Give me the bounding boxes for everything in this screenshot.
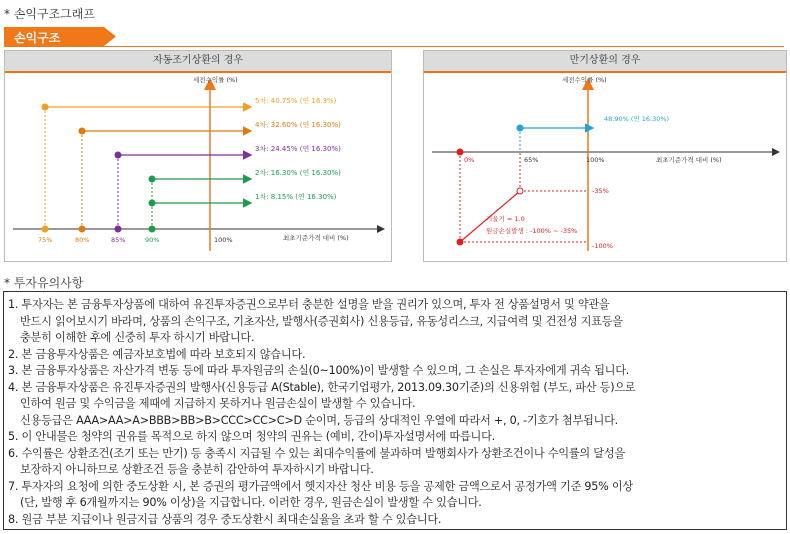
maturity-panel (423, 50, 787, 262)
badge-label: 손익구조 (14, 31, 61, 45)
note-line: 3. 본 금융투자상품은 자산가격 변동 등에 따라 투자원금의 손실(0~100%)이 발생할 수 있으며, 그 손실은 투자자에게 귀속 됩니다. (8, 364, 630, 377)
note-line: 4. 본 금융투자상품은 유진투자증권의 발행사(신용등급 A(Stable), 한국기업평가, 2013.09.30기준)의 신용위험 (부도, 파산 등)으로 (8, 380, 636, 394)
tick-75: 75% (38, 236, 53, 244)
tick-80: 80% (75, 236, 90, 244)
note-line: 8. 원금 부분 지급이나 원금지급 상품의 경우 중도상환시 최대손실율을 초과 할 수 있습니다. (8, 512, 442, 526)
tick-90: 90% (145, 236, 160, 244)
early-redemption-panel (4, 50, 392, 262)
return-4: 4차: 32.60% (연 16.30%) (255, 121, 341, 129)
note-line: 충분히 이해한 후에 신중히 투자 하시기 바랍니다. (20, 331, 255, 344)
early-redemption-header: 자동조기상환의 경우 (5, 51, 391, 73)
y-axis-label: 세전수익률 (%) (193, 76, 238, 84)
return-1: 1차: 8.15% (연 16.30%) (255, 193, 337, 201)
x-axis-label-r: 최초기준가격 대비 (%) (656, 156, 722, 164)
return-3: 3차: 24.45% (연 16.30%) (255, 145, 341, 153)
note-line: 7. 투자자의 요청에 의한 중도상환 시, 본 증권의 평가금액에서 헷지자산 청산 비용 등을 공제한 금액으로서 공정가액 기준 95% 이상 (8, 479, 633, 493)
minus100: -100% (592, 242, 613, 250)
return-2: 2차: 16.30% (연 16.30%) (255, 169, 341, 177)
investment-notice-box (3, 291, 787, 530)
tick-100-r: 100% (586, 156, 605, 164)
top-return: 48.90% (연 16.30%) (604, 115, 670, 123)
note-line: 보장하지 아니하므로 상환조건 등을 충분히 감안하여 투자하시기 바랍니다. (20, 463, 374, 476)
note-line: 반드시 읽어보시기 바라며, 상품의 손익구조, 기초자산, 발행사(증권회사) 신용등급, 유동성리스크, 지급여력 및 건전성 지표등을 (20, 314, 623, 328)
tick-65: 65% (524, 156, 539, 164)
y-axis-label-r: 세전수익률 (%) (562, 76, 607, 84)
slope-label: 기울기 = 1.0 (486, 215, 525, 223)
note-line: 2. 본 금융투자상품은 예금자보호법에 따라 보호되지 않습니다. (8, 347, 306, 361)
loss-range-label: 원금손실발생 : -100% ~ -35% (486, 227, 578, 235)
return-5: 5차: 40.75% (연 16.3%) (255, 97, 337, 105)
divider (4, 46, 784, 47)
note-line: 1. 투자자는 본 금융투자상품에 대하여 유진투자증권으로부터 충분한 설명을 받을 권리가 있으며, 투자 전 상품설명서 및 약관을 (8, 298, 610, 311)
section-title-payoff: * 손익구조그래프 (4, 7, 95, 21)
section-title-notice: * 투자유의사항 (4, 276, 84, 290)
maturity-chart (424, 51, 788, 263)
tick-0: 0% (464, 156, 475, 164)
early-redemption-chart (5, 51, 393, 263)
note-line: 인하여 원금 및 수익금을 제때에 지급하지 못하거나 원금손실이 발생할 수 있습니다. (20, 397, 416, 410)
note-line: 신용등급은 AAA>AA>A>BBB>BB>B>CCC>CC>C>D 순이며, 등급의 상대적인 우열에 따라서 +, 0, -기호가 첨부됩니다. (20, 413, 618, 427)
tick-100: 100% (214, 236, 233, 244)
maturity-header: 만기상환의 경우 (424, 51, 786, 73)
tick-85: 85% (111, 236, 126, 244)
minus35: -35% (592, 187, 609, 195)
x-axis-label: 최초기준가격 대비 (%) (283, 234, 349, 242)
note-line: 5. 이 안내물은 청약의 권유를 목적으로 하지 않으며 청약의 권유는 (예비, 간이)투자설명서에 따릅니다. (8, 430, 495, 443)
note-line: (단, 발행 후 6개월까지는 90% 이상)을 지급합니다. 이러한 경우, 원금손실이 발생할 수 있습니다. (20, 496, 482, 509)
note-line: 6. 수익률은 상환조건(조기 또는 만기) 등 충족시 지급될 수 있는 최대수익률에 불과하며 발행회사가 상환조건이나 수익률의 달성을 (8, 446, 625, 460)
